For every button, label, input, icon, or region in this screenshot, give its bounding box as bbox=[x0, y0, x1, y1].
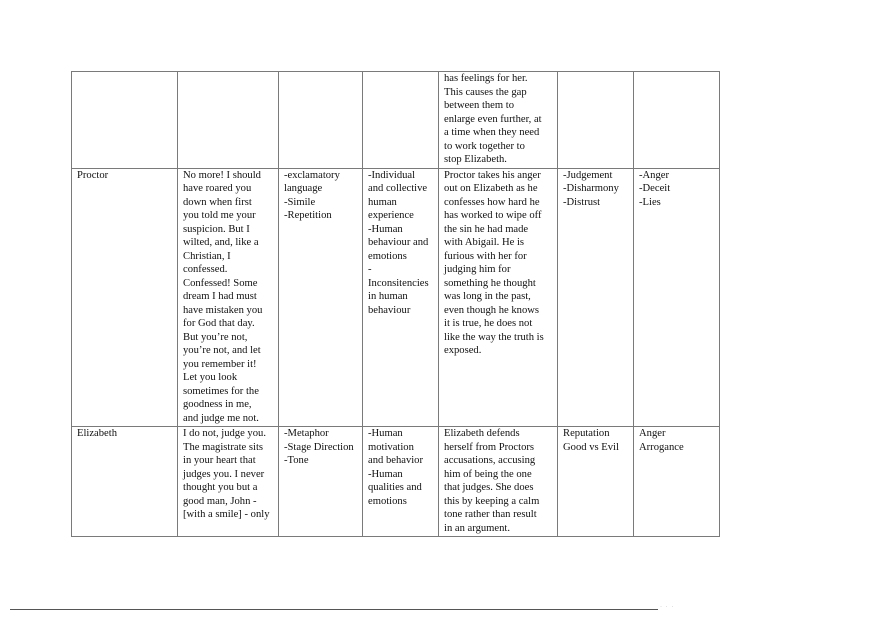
quote-line: you’re not, and let bbox=[183, 345, 261, 356]
themes-line: - bbox=[368, 264, 372, 275]
quote-line: The magistrate sits bbox=[183, 441, 264, 453]
quote-line: wilted, and, like a bbox=[183, 237, 259, 248]
quote-line: judges you. I never bbox=[183, 468, 265, 480]
analysis-line: tone rather than result bbox=[444, 509, 537, 520]
analysis-line: This causes the gap bbox=[444, 86, 527, 98]
quote-line: Confessed! Some bbox=[183, 277, 258, 289]
emotions-line: -Lies bbox=[639, 196, 661, 208]
quote-line: in your heart that bbox=[183, 455, 256, 466]
cell-themes bbox=[363, 72, 439, 169]
techniques-line: language bbox=[284, 183, 323, 194]
quote-line: sometimes for the bbox=[183, 385, 259, 397]
analysis-line: with Abigail. He is bbox=[444, 237, 525, 248]
footer-mark: · · · bbox=[660, 604, 675, 610]
themes-line: -Human bbox=[368, 428, 403, 439]
cell-values bbox=[558, 72, 634, 169]
analysis-line: accusations, accusing bbox=[444, 455, 536, 466]
cell-quote bbox=[178, 427, 279, 537]
analysis-line: something he thought bbox=[444, 277, 536, 289]
cell-quote bbox=[178, 168, 279, 427]
analysis-line: judging him for bbox=[444, 264, 511, 275]
themes-line: emotions bbox=[368, 495, 407, 507]
analysis-line: this by keeping a calm bbox=[444, 495, 540, 507]
values-line: -Distrust bbox=[563, 196, 601, 208]
quote-line: confessed. bbox=[183, 264, 228, 275]
analysis-line: Elizabeth defends bbox=[444, 428, 520, 439]
themes-line: -Human bbox=[368, 468, 403, 480]
quote-line: have mistaken you bbox=[183, 304, 263, 316]
analysis-line: has worked to wipe off bbox=[444, 210, 542, 221]
techniques-line: -Repetition bbox=[284, 210, 332, 221]
cell-values bbox=[558, 168, 634, 427]
analysis-line: even though he knows bbox=[444, 304, 540, 316]
themes-line: -Individual bbox=[368, 169, 416, 181]
techniques-line: -Tone bbox=[284, 455, 309, 466]
values-line: Good vs Evil bbox=[563, 441, 619, 453]
analysis-line: that judges. She does bbox=[444, 482, 534, 493]
quote-line: dream I had must bbox=[183, 291, 257, 302]
cell-character bbox=[72, 72, 178, 169]
analysis-line: him of being the one bbox=[444, 468, 532, 480]
quote-line: Let you look bbox=[183, 372, 238, 383]
quote-line: But you’re not, bbox=[183, 331, 248, 343]
table-row bbox=[72, 427, 720, 537]
analysis-line: exposed. bbox=[444, 345, 482, 356]
quote-line: Christian, I bbox=[183, 250, 231, 262]
emotions-line: Anger bbox=[639, 428, 666, 439]
quote-line: down when first bbox=[183, 196, 252, 208]
emotions-line: Arrogance bbox=[639, 441, 684, 453]
themes-line: and collective bbox=[368, 183, 428, 194]
analysis-line: Proctor takes his anger bbox=[444, 169, 541, 181]
character-text: Proctor bbox=[77, 169, 109, 181]
analysis-line: furious with her for bbox=[444, 250, 527, 262]
cell-character bbox=[72, 427, 178, 537]
themes-line: motivation bbox=[368, 441, 414, 453]
techniques-line: -Simile bbox=[284, 196, 316, 208]
analysis-line: enlarge even further, at bbox=[444, 113, 542, 125]
analysis-line: stop Elizabeth. bbox=[444, 154, 507, 165]
analysis-line: was long in the past, bbox=[444, 291, 531, 302]
themes-line: in human bbox=[368, 291, 408, 302]
themes-line: human bbox=[368, 196, 397, 208]
analysis-line: herself from Proctors bbox=[444, 441, 535, 453]
cell-themes bbox=[363, 168, 439, 427]
cell-emotions bbox=[634, 427, 720, 537]
analysis-line: it is true, he does not bbox=[444, 318, 533, 329]
cell-character bbox=[72, 168, 178, 427]
cell-analysis bbox=[439, 72, 558, 169]
quote-line: and judge me not. bbox=[183, 412, 259, 424]
cell-analysis bbox=[439, 427, 558, 537]
analysis-line: a time when they need bbox=[444, 127, 540, 138]
cell-values bbox=[558, 427, 634, 537]
analysis-line: out on Elizabeth as he bbox=[444, 183, 538, 194]
analysis-line: the sin he had made bbox=[444, 223, 529, 235]
character-text: Elizabeth bbox=[77, 428, 118, 439]
analysis-line: has feelings for her. bbox=[444, 73, 528, 84]
quote-line: have roared you bbox=[183, 183, 252, 194]
quote-line: No more! I should bbox=[183, 169, 261, 181]
themes-line: and behavior bbox=[368, 455, 424, 466]
cell-emotions bbox=[634, 168, 720, 427]
quote-line: goodness in me, bbox=[183, 399, 252, 410]
quote-line: suspicion. But I bbox=[183, 223, 250, 235]
values-line: -Disharmony bbox=[563, 183, 619, 194]
quote-line: good man, John - bbox=[183, 495, 257, 507]
themes-line: Inconsitencies bbox=[368, 277, 429, 289]
themes-line: -Human bbox=[368, 223, 403, 235]
analysis-line: confesses how hard he bbox=[444, 196, 540, 208]
table-row bbox=[72, 72, 720, 169]
quote-line: for God that day. bbox=[183, 318, 255, 329]
themes-line: behaviour bbox=[368, 304, 411, 316]
cell-emotions bbox=[634, 72, 720, 169]
techniques-line: -exclamatory bbox=[284, 169, 340, 181]
analysis-line: in an argument. bbox=[444, 522, 510, 534]
cell-themes bbox=[363, 427, 439, 537]
analysis-table bbox=[71, 71, 720, 537]
quote-line: thought you but a bbox=[183, 482, 258, 493]
quote-line: you told me your bbox=[183, 210, 256, 221]
themes-line: experience bbox=[368, 210, 414, 221]
cell-techniques bbox=[279, 168, 363, 427]
footer-rule bbox=[10, 609, 658, 610]
table-row bbox=[72, 168, 720, 427]
quote-line: [with a smile] - only bbox=[183, 509, 270, 520]
themes-line: behaviour and bbox=[368, 237, 429, 248]
themes-line: emotions bbox=[368, 250, 407, 262]
techniques-line: -Metaphor bbox=[284, 428, 329, 439]
analysis-line: between them to bbox=[444, 100, 515, 111]
values-line: -Judgement bbox=[563, 169, 613, 181]
emotions-line: -Anger bbox=[639, 169, 670, 181]
techniques-line: -Stage Direction bbox=[284, 441, 354, 453]
analysis-line: like the way the truth is bbox=[444, 331, 544, 343]
emotions-line: -Deceit bbox=[639, 183, 671, 194]
quote-line: I do not, judge you. bbox=[183, 428, 266, 439]
quote-line: you remember it! bbox=[183, 358, 257, 370]
cell-techniques bbox=[279, 72, 363, 169]
analysis-line: to work together to bbox=[444, 140, 525, 152]
themes-line: qualities and bbox=[368, 482, 422, 493]
values-line: Reputation bbox=[563, 428, 610, 439]
cell-analysis bbox=[439, 168, 558, 427]
cell-techniques bbox=[279, 427, 363, 537]
cell-quote bbox=[178, 72, 279, 169]
